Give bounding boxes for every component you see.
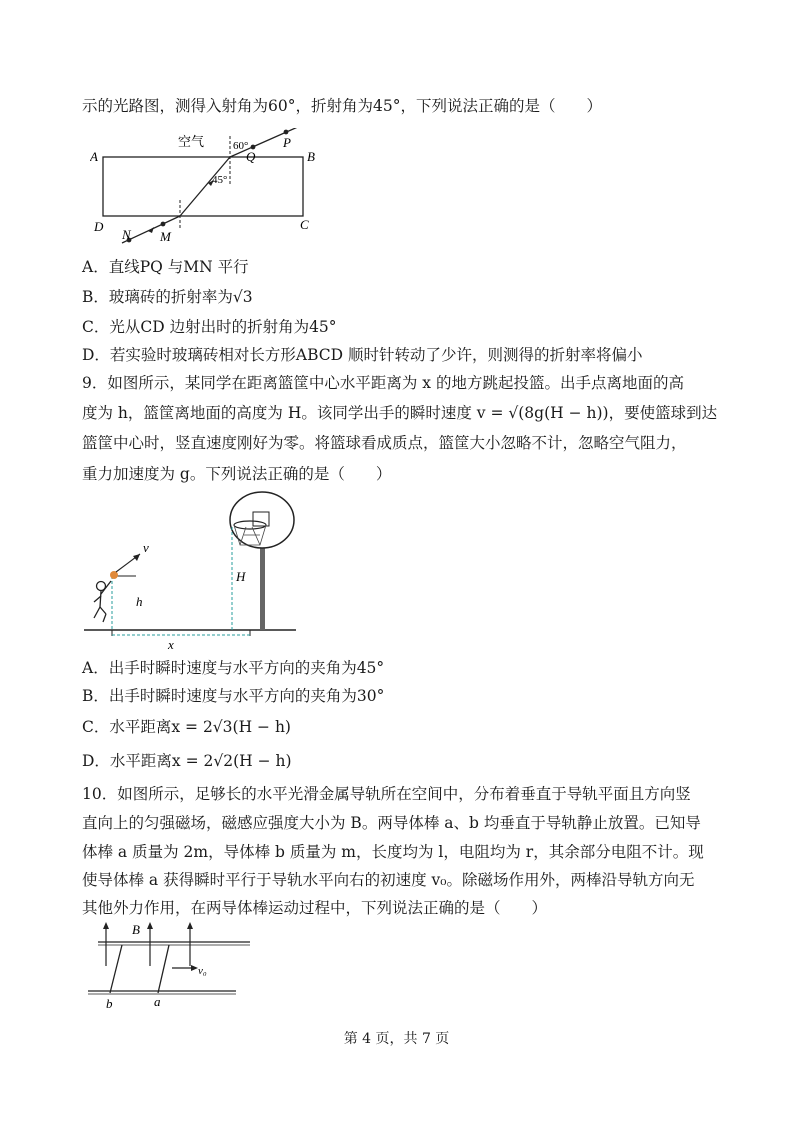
q10-rails-figure [84,918,254,1018]
q8-refraction-figure [90,128,320,250]
refracted-ray [180,157,230,216]
q10-stem-line-5: 其他外力作用，在两导体棒运动过程中，下列说法正确的是（ ） [82,899,548,917]
label-air: 空气 [178,134,205,149]
q9-option-b: B．出手时瞬时速度与水平方向的夹角为30° [82,687,385,705]
point-m [161,222,166,227]
q8-option-d: D．若实验时玻璃砖相对长方形ABCD 顺时针转动了少许，则测得的折射率将偏小 [82,346,643,364]
label-v0: v₀ [198,965,207,977]
label-angle-60: 60° [233,140,249,152]
point-p [284,130,289,135]
q8-intro: 示的光路图，测得入射角为60°，折射角为45°，下列说法正确的是（ ） [82,97,602,115]
label-v: v [143,540,149,555]
q9-stem-line-1: 9．如图所示，某同学在距离篮筐中心水平距离为 x 的地方跳起投篮。出手点离地面的高 [82,374,684,392]
q8-option-a: A．直线PQ 与MN 平行 [82,258,249,276]
label-c: C [300,217,309,232]
q10-stem-line-3: 体棒 a 质量为 2m，导体棒 b 质量为 m，长度均为 l，电阻均为 r，其余部分电阻不计。现 [82,843,704,861]
basketball [110,571,118,579]
label-field-b: B [132,922,140,937]
velocity-v0-arrowhead [191,965,198,971]
q9-option-a: A．出手时瞬时速度与水平方向的夹角为45° [82,659,385,677]
label-rod-b: b [106,996,113,1011]
label-a: A [90,149,98,164]
label-rod-a: a [154,994,161,1009]
q8-option-c: C．光从CD 边射出时的折射角为45° [82,318,337,336]
q8-option-b: B．玻璃砖的折射率为√3 [82,288,253,306]
q9-stem-line-4: 重力加速度为 g。下列说法正确的是（ ） [82,465,392,483]
field-arrowhead-1 [103,922,109,929]
q9-basketball-figure [84,490,300,652]
label-m: M [160,229,171,244]
label-small-h: h [136,594,143,609]
label-x: x [168,637,174,652]
label-q: Q [246,149,256,164]
q9-option-c: C．水平距离x = 2√3(H − h) [82,718,291,736]
glass-block [103,157,303,216]
field-arrowhead-2 [147,922,153,929]
page-footer: 第 4 页，共 7 页 [343,1031,450,1047]
q10-stem-line-1: 10．如图所示，足够长的水平光滑金属导轨所在空间中，分布着垂直于导轨平面且方向竖 [82,785,691,803]
label-n: N [122,227,131,242]
label-angle-45: 45° [212,174,228,186]
rod-b [110,945,122,993]
q9-stem-line-2: 度为 h，篮筐离地面的高度为 H。该同学出手的瞬时速度 v = √(8g(H − h))，要使篮球到达 [82,404,718,422]
velocity-arrowhead [133,554,140,561]
q10-stem-line-4: 使导体棒 a 获得瞬时平行于导轨水平向右的初速度 v₀。除磁场作用外，两棒沿导轨方向无 [82,871,695,889]
label-b: B [307,149,315,164]
q10-stem-line-2: 直向上的匀强磁场，磁感应强度大小为 B。两导体棒 a、b 均垂直于导轨静止放置。已知导 [82,814,701,832]
label-p: P [283,135,291,150]
player-figure [94,581,111,622]
q9-stem-line-3: 篮筐中心时，竖直速度刚好为零。将篮球看成质点，篮筐大小忽略不计，忽略空气阻力， [82,434,687,452]
label-d: D [94,219,104,234]
field-arrowhead-3 [187,922,193,929]
label-big-h: H [236,569,246,584]
rod-a [158,945,169,993]
q9-option-d: D．水平距离x = 2√2(H − h) [82,752,292,770]
